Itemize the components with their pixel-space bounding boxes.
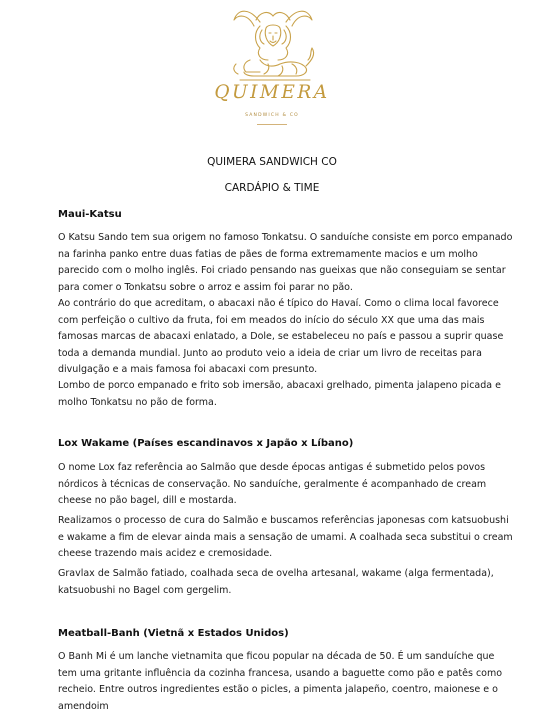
- paragraph-line: O Katsu Sando tem sua origem no famoso Tonkatsu. O sanduíche consiste em porco empanado: [58, 232, 513, 243]
- section-paragraph: [58, 230, 513, 296]
- chimera-lion-goat-icon: [220, 2, 326, 84]
- brand-name: QUIMERA: [214, 82, 330, 103]
- document-title: QUIMERA SANDWICH CO: [207, 156, 337, 168]
- paragraph-line: Ao contrário do que acreditam, o abacaxi não é típico do Havaí. Como o clima local favorece: [58, 298, 499, 309]
- paragraph-line: famosas marcas de abacaxi enlatado, a Dole, se estabeleceu no país e passou a suprir quase: [58, 331, 504, 342]
- paragraph-line: amendoim: [58, 700, 109, 712]
- section-title-lox-wakame: Lox Wakame (Países escandinavos x Japão x Líbano): [58, 438, 354, 449]
- document-subtitle: CARDÁPIO & TIME: [224, 182, 320, 194]
- paragraph-line: tem uma gritante influência da cozinha francesa, usando a baguette como pão e patês como: [58, 667, 503, 679]
- section-title-meatball-banh: Meatball-Banh (Vietnã x Estados Unidos): [58, 628, 289, 639]
- paragraph-line: cheese no pão bagel, dill e mostarda.: [58, 495, 237, 506]
- paragraph-line: Realizamos o processo de cura do Salmão e buscamos referências japonesas com katsuobushi: [58, 515, 509, 526]
- paragraph-line: e wakame a fim de elevar ainda mais a sensação de umami. A coalhada seca substitui o cream: [58, 531, 513, 543]
- paragraph-line: nórdicos à técnicas de conservação. No sanduíche, geralmente é acompanhado de cream: [58, 478, 487, 490]
- brand-tagline: SANDWICH & CO: [245, 113, 299, 118]
- paragraph-line: na farinha panko entre duas fatias de pães de forma extremamente macios e um molho: [58, 248, 478, 260]
- section-paragraph: [58, 460, 487, 510]
- section-paragraph: [58, 296, 504, 379]
- paragraph-line: divulgação e a mais famosa foi abacaxi com presunto.: [58, 364, 318, 375]
- paragraph-line: com perfeição o cultivo da fruta, foi em meados do início do século XX que uma das mais: [58, 314, 485, 326]
- paragraph-line: toda a demanda mundial. Junto ao produto veio a ideia de criar um livro de receitas para: [58, 347, 482, 359]
- paragraph-line: O nome Lox faz referência ao Salmão que desde épocas antigas é submetido pelos povos: [58, 462, 486, 473]
- section-paragraph: [58, 566, 494, 599]
- paragraph-line: recheio. Entre outros ingredientes estão o picles, a pimenta jalapeño, coentro, maionese e o: [58, 684, 498, 695]
- section-title-maui-katsu: Maui-Katsu: [58, 209, 122, 220]
- paragraph-line: para comer o Tonkatsu sobre o arroz e assim foi parar no pão.: [58, 281, 353, 293]
- paragraph-line: molho Tonkatsu no pão de forma.: [58, 396, 217, 408]
- section-paragraph: [58, 649, 503, 715]
- paragraph-line: O Banh Mi é um lanche vietnamita que ficou popular na década de 50. É um sanduíche que: [58, 651, 495, 662]
- paragraph-line: Gravlax de Salmão fatiado, coalhada seca de ovelha artesanal, wakame (alga fermentada),: [58, 568, 494, 579]
- section-paragraph: [58, 378, 501, 411]
- tagline-divider: [257, 124, 287, 125]
- section-paragraph: [58, 513, 513, 563]
- paragraph-line: parecido com o molho inglês. Foi criado pensando nas gueixas que não conseguiam se sentar: [58, 265, 506, 276]
- paragraph-line: Lombo de porco empanado e frito sob imersão, abacaxi grelhado, pimenta jalapeno picada e: [58, 380, 501, 391]
- paragraph-line: katsuobushi no Bagel com gergelim.: [58, 584, 232, 596]
- paragraph-line: cheese trazendo mais acidez e cremosidade.: [58, 548, 273, 559]
